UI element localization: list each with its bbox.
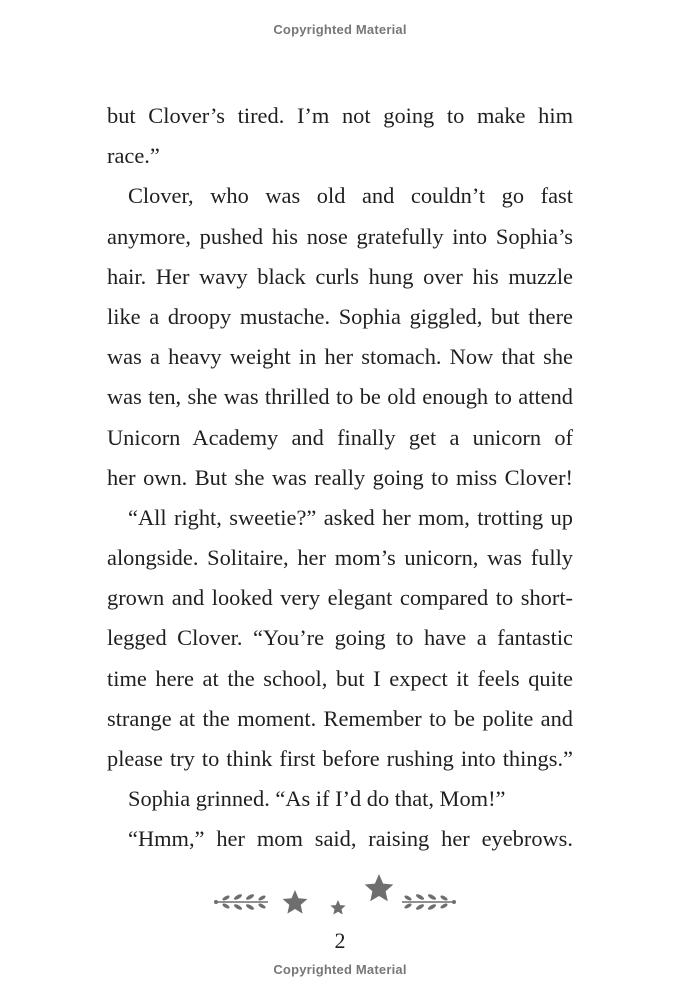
text-line: Sophia grinned. “As if I’d do that, Mom!”	[128, 786, 506, 812]
text-line: please try to think first before rushing into things.”	[107, 746, 573, 771]
text-line: like a droopy mustache. Sophia giggled, but there	[107, 303, 573, 329]
leaf-sprig-icon	[214, 893, 268, 911]
text-line: strange at the moment. Remember to be polite and	[107, 705, 573, 731]
text-line: “Hmm,” her mom said, raising her eyebrows.	[128, 826, 573, 852]
text-line: Clover, who was old and couldn’t go fast	[128, 183, 573, 209]
text-line: Unicorn Academy and finally get a unicorn of	[107, 424, 573, 450]
body-text	[107, 96, 573, 860]
text-line: race.”	[107, 143, 160, 169]
leaf-sprig-icon	[402, 893, 456, 911]
star-icon	[283, 890, 308, 914]
text-line: grown and looked very elegant compared to short-	[107, 585, 573, 611]
text-line: anymore, pushed his nose gratefully into Sophia’s	[107, 223, 573, 249]
text-line: but Clover’s tired. I’m not going to make him	[107, 103, 573, 128]
copyright-watermark-bottom: Copyrighted Material	[273, 962, 407, 977]
text-line: time here at the school, but I expect it feels quite	[107, 665, 573, 691]
text-line: alongside. Solitaire, her mom’s unicorn, was fully	[107, 545, 573, 571]
star-icon	[365, 874, 394, 901]
text-line: was ten, she was thrilled to be old enough to attend	[107, 384, 573, 410]
text-line: “All right, sweetie?” asked her mom, trotting up	[128, 504, 573, 530]
text-line: was a heavy weight in her stomach. Now that she	[107, 344, 573, 370]
text-line: her own. But she was really going to miss Clover!	[107, 464, 573, 490]
copyright-watermark-top: Copyrighted Material	[273, 22, 407, 37]
text-line: hair. Her wavy black curls hung over his muzzle	[107, 263, 573, 289]
text-line: legged Clover. “You’re going to have a fantastic	[107, 625, 573, 651]
page-number: 2	[334, 928, 346, 953]
star-icon	[330, 900, 345, 915]
chapter-ornament	[0, 864, 680, 924]
